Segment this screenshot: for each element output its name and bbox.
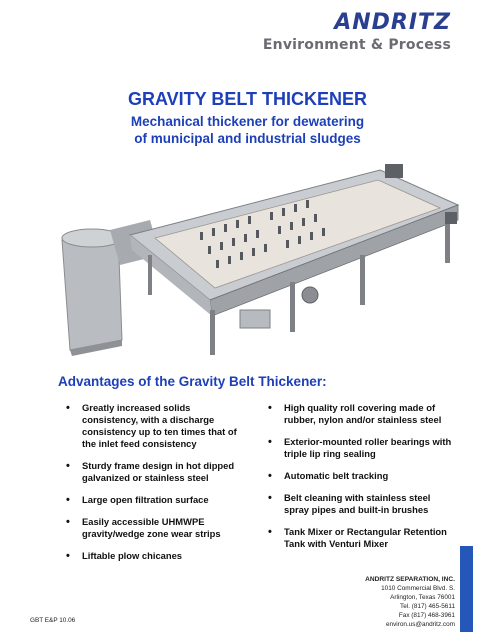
list-item: • Liftable plow chicanes [66, 550, 246, 562]
advantages-heading: Advantages of the Gravity Belt Thickener: [58, 374, 327, 389]
list-item: • Large open filtration surface [66, 494, 246, 506]
subtitle-line-2: of municipal and industrial sludges [134, 131, 361, 146]
page-title: GRAVITY BELT THICKENER [127, 89, 367, 109]
phone-number: Tel. (817) 465-5611 [400, 603, 455, 610]
list-item: • Greatly increased solids consistency, with a discharge consistency up to ten times that of the inlet feed consistency [66, 402, 246, 450]
email-address: environ.us@andritz.com [385, 621, 455, 628]
advantages-list-left [66, 402, 246, 572]
list-item: • Sturdy frame design in hot dipped galvanized or stainless steel [66, 460, 246, 484]
list-item: • Tank Mixer or Rectangular Retention Tank with Venturi Mixer [268, 526, 458, 550]
list-item: • Automatic belt tracking [268, 470, 458, 482]
document-code: GBT E&P 10.06 [30, 617, 76, 624]
page-subtitle [0, 113, 495, 147]
address-street: 1010 Commercial Blvd. S. [381, 585, 455, 592]
list-item: • Belt cleaning with stainless steel spray pipes and built-in brushes [268, 492, 458, 516]
company-name: ANDRITZ SEPARATION, INC. [365, 576, 455, 583]
list-item: • High quality roll covering made of rubber, nylon and/or stainless steel [268, 402, 458, 426]
andritz-logo [263, 12, 451, 53]
advantages-list-right [268, 402, 458, 560]
address-city: Arlington, Texas 76001 [390, 594, 455, 601]
product-photo [60, 160, 460, 365]
logo-wordmark: ANDRITZ [334, 10, 451, 35]
list-item: • Easily accessible UHMWPE gravity/wedge zone wear strips [66, 516, 246, 540]
company-address [365, 575, 455, 629]
subtitle-line-1: Mechanical thickener for dewatering [130, 114, 365, 129]
list-item: • Exterior-mounted roller bearings with triple lip ring sealing [268, 436, 458, 460]
fax-number: Fax (817) 468-3961 [398, 612, 455, 619]
logo-division: Environment & Process [262, 37, 451, 53]
accent-bar [460, 546, 473, 632]
